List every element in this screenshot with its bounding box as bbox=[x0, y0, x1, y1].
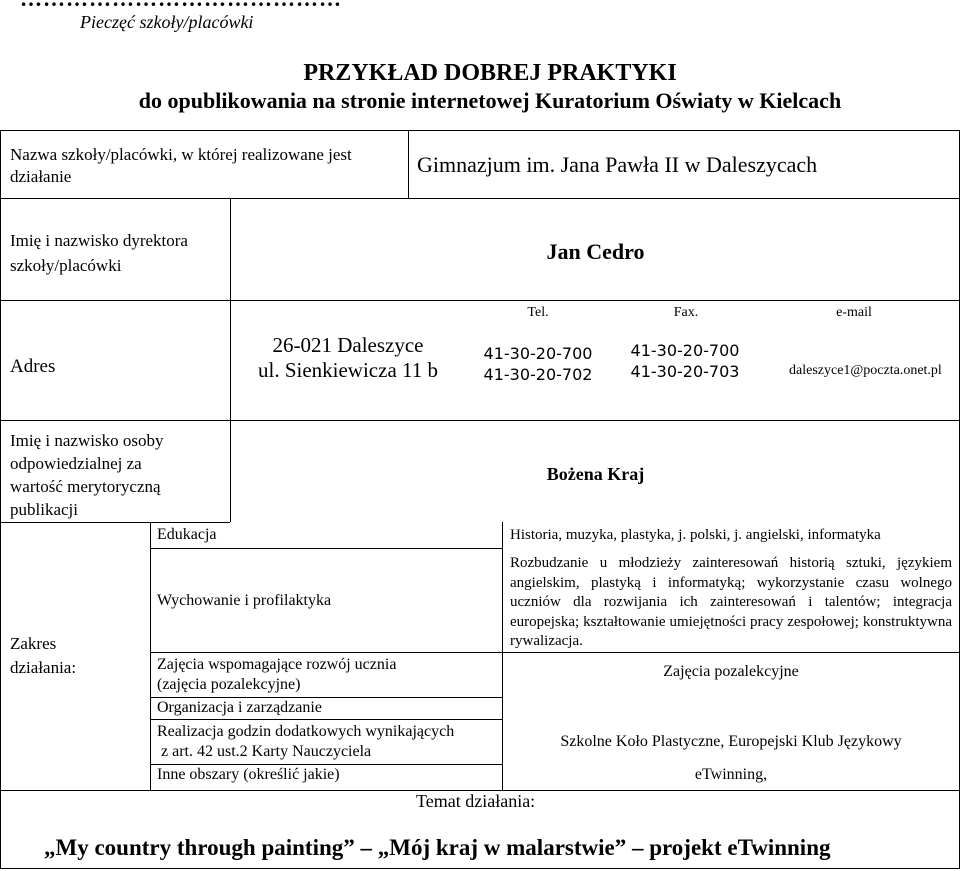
email-label: e-mail bbox=[836, 305, 872, 320]
scope-value: eTwinning, bbox=[694, 766, 768, 783]
tel-label: Tel. bbox=[527, 305, 549, 320]
scope-category: Inne obszary (określić jakie) bbox=[157, 766, 340, 783]
stamp-dots bbox=[20, 0, 342, 12]
school-name-value: Gimnazjum im. Jana Pawła II w Daleszycach bbox=[417, 152, 818, 177]
scope-category: Edukacja bbox=[157, 526, 217, 543]
email-link[interactable]: daleszyce1@poczta.onet.pl bbox=[789, 363, 942, 378]
scope-label: Zakres działania: bbox=[10, 634, 77, 677]
stamp-label: Pieczęć szkoły/placówki bbox=[80, 12, 254, 32]
responsible-label: Imię i nazwisko osoby odpowiedzialnej za wartość merytoryczną publikacji bbox=[10, 431, 164, 519]
address-label: Adres bbox=[10, 356, 56, 377]
scope-category: Realizacja godzin dodatkowych wynikających z art. 42 ust.2 Karty Nauczyciela bbox=[157, 723, 455, 760]
scope-category: Zajęcia wspomagające rozwój ucznia (zajęcia pozalekcyjne) bbox=[157, 656, 397, 693]
scope-value: Szkolne Koło Plastyczne, Europejski Klub Językowy bbox=[560, 733, 902, 750]
address-value: 26-021 Daleszyce ul. Sienkiewicza 11 b bbox=[257, 333, 438, 382]
scope-value: Historia, muzyka, plastyka, j. polski, j. angielski, informatyka bbox=[510, 527, 881, 543]
director-value: Jan Cedro bbox=[546, 239, 645, 264]
page-title: PRZYKŁAD DOBREJ PRAKTYKI bbox=[303, 60, 677, 86]
responsible-value: Bożena Kraj bbox=[546, 464, 645, 484]
scope-value: Zajęcia pozalekcyjne bbox=[663, 663, 799, 680]
topic-value: „My country through painting” – „Mój kraj w malarstwie” – projekt eTwinning bbox=[44, 835, 831, 860]
fax-numbers: 41-30-20-700 41-30-20-703 bbox=[630, 341, 740, 381]
scope-category: Organizacja i zarządzanie bbox=[157, 699, 322, 716]
tel-numbers: 41-30-20-700 41-30-20-702 bbox=[483, 344, 593, 384]
page-subtitle: do opublikowania na stronie internetowej Kuratorium Oświaty w Kielcach bbox=[138, 88, 842, 113]
scope-value: Rozbudzanie u młodzieży zainteresowań historią sztuki, językiem angielskim, plastyką i informatyką; wykorzystanie czasu wolnego uczniów dla rozwijania ich zainteresowań i talentów; integracja europejska; kształtowanie umiejętności pracy zespołowej; konstruktywna rywalizacja. bbox=[510, 555, 952, 649]
scope-category: Wychowanie i profilaktyka bbox=[157, 592, 332, 609]
fax-label: Fax. bbox=[673, 305, 699, 320]
school-name-label: Nazwa szkoły/placówki, w której realizowane jest działanie bbox=[10, 145, 352, 186]
topic-label: Temat działania: bbox=[416, 791, 536, 811]
director-label: Imię i nazwisko dyrektora szkoły/placówki bbox=[10, 231, 188, 275]
